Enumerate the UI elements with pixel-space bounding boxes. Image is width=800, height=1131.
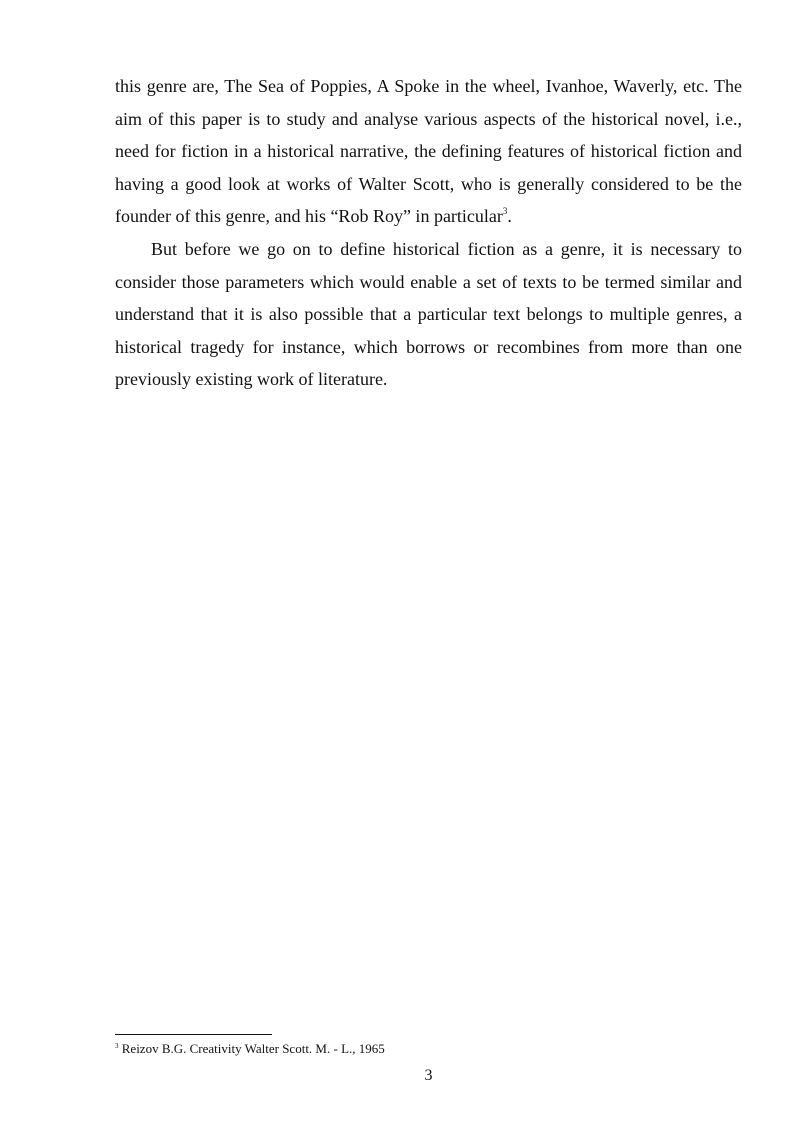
footnote-reference[interactable]: 3: [502, 206, 508, 217]
footnote-divider: [115, 1034, 272, 1035]
footnote-marker: 3: [115, 1042, 119, 1050]
paragraph-2: But before we go on to define historical fiction as a genre, it is necessary to consider those parameters which would enable a set of texts to be termed similar and understand that it is also possible that a particular text belongs to multiple genres, a historical tragedy for instance, which borrows or recombines from more than one previously existing work of literature.: [115, 238, 742, 390]
paragraph-1-text: this genre are, The Sea of Poppies, A Spoke in the wheel, Ivanhoe, Waverly, etc. The aim of this paper is to study and analyse various aspects of the historical novel, i.e., need for fiction in a historical narrative, the defining features of historical fiction and having a good look at works of Walter Scott, who is generally considered to be the founder of this genre, and his “Rob Roy” in particular: [115, 76, 742, 227]
page-number: 3: [424, 1067, 433, 1084]
footnote-text: Reizov B.G. Creativity Walter Scott. M. - L., 1965: [118, 1041, 385, 1056]
paragraph-1-end: .: [507, 206, 512, 227]
paragraph-1: [115, 70, 742, 233]
page-body: [115, 70, 742, 396]
footnote: [115, 1041, 385, 1057]
